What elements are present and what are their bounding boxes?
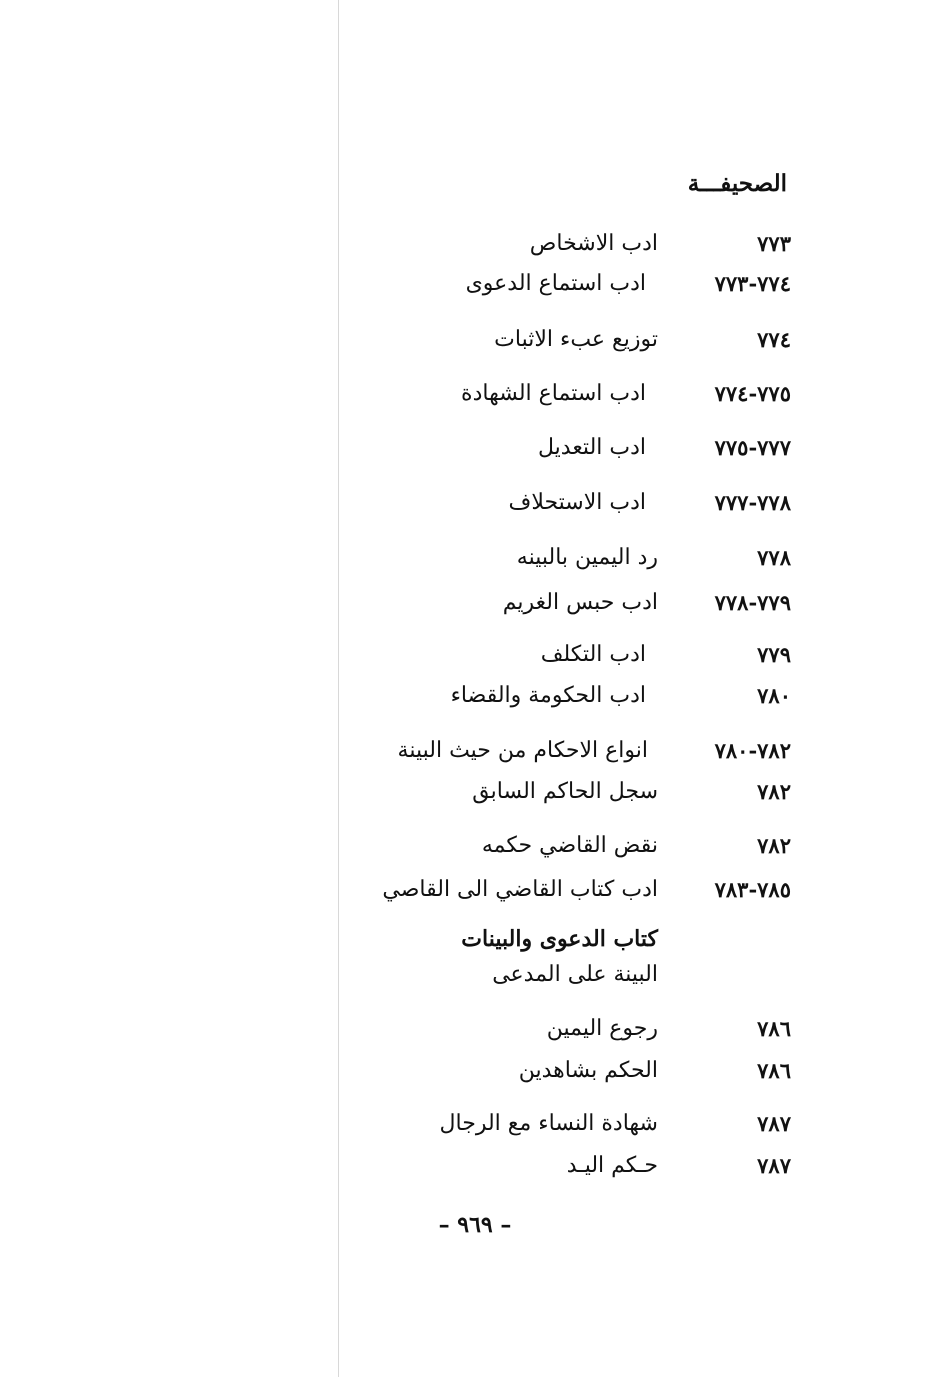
toc-page-number: ٧٨٦ <box>757 1058 791 1083</box>
toc-entry <box>0 735 928 767</box>
toc-page-number: ٧٨٠ <box>757 683 791 708</box>
toc-entry <box>0 542 928 574</box>
toc-entry <box>0 432 928 464</box>
section-heading: كتاب الدعوى والبينات <box>461 926 658 952</box>
toc-entry-title: ادب الحكومة والقضاء <box>450 683 646 708</box>
toc-entry-title: ادب استماع الدعوى <box>465 271 646 296</box>
toc-page-number: ٧٨٢-٧٨٠ <box>714 738 791 763</box>
toc-page-number: ٧٨٧ <box>757 1111 791 1136</box>
toc-entry <box>0 639 928 671</box>
toc-entry-title: سجل الحاكم السابق <box>472 779 658 804</box>
toc-entry-title: حـكم اليـد <box>566 1153 658 1178</box>
toc-entry-title: نقض القاضي حكمه <box>481 833 658 858</box>
toc-page-number: ٧٧٩-٧٧٨ <box>714 590 791 615</box>
toc-entry-title: الحكم بشاهدين <box>518 1058 658 1083</box>
toc-entry-title: ادب التعديل <box>537 435 646 460</box>
toc-page-number: ٧٧٨ <box>757 545 791 570</box>
toc-entry <box>0 228 928 260</box>
toc-entry <box>0 268 928 300</box>
toc-entry <box>0 1150 928 1182</box>
toc-entry <box>0 324 928 356</box>
toc-entry-title: ادب الاستحلاف <box>508 490 646 515</box>
toc-entry-title: انواع الاحكام من حيث البينة <box>397 738 648 763</box>
toc-entry-title: رجوع اليمين <box>546 1016 658 1041</box>
toc-page-number: ٧٧٥-٧٧٤ <box>714 381 791 406</box>
toc-entry-title: رد اليمين بالبينه <box>516 545 658 570</box>
toc-page-number: ٧٨٢ <box>757 833 791 858</box>
toc-entry <box>0 874 928 906</box>
toc-entry <box>0 680 928 712</box>
toc-page-number: ٧٨٥-٧٨٣ <box>714 877 791 902</box>
toc-entry-title: شهادة النساء مع الرجال <box>439 1111 658 1136</box>
toc-entry <box>0 776 928 808</box>
toc-page-number: ٧٨٧ <box>757 1153 791 1178</box>
toc-entry <box>0 1108 928 1140</box>
toc-entry-title: توزيع عبء الاثبات <box>494 327 658 352</box>
toc-page-number: ٧٧٣ <box>757 231 791 256</box>
toc-page-number: ٧٨٢ <box>757 779 791 804</box>
toc-entry-title: ادب التكلف <box>540 642 646 667</box>
toc-page-number: ٧٧٤-٧٧٣ <box>714 271 791 296</box>
section-subheading: البينة على المدعى <box>492 962 658 987</box>
toc-entry-title: ادب كتاب القاضي الى القاصي <box>382 877 658 902</box>
toc-entry <box>0 587 928 619</box>
toc-entry <box>0 487 928 519</box>
toc-entry <box>0 1013 928 1045</box>
toc-entry <box>0 378 928 410</box>
toc-page-number: ٧٧٧-٧٧٥ <box>714 435 791 460</box>
column-header: الصحيفـــة <box>687 170 787 197</box>
toc-entry-title: ادب استماع الشهادة <box>461 381 646 406</box>
toc-entry-title: ادب الاشخاص <box>529 231 658 256</box>
toc-page-number: ٧٨٦ <box>757 1016 791 1041</box>
page-number: – ٩٦٩ – <box>438 1212 512 1238</box>
toc-page-number: ٧٧٤ <box>757 327 791 352</box>
toc-entry <box>0 830 928 862</box>
toc-page-number: ٧٧٨-٧٧٧ <box>714 490 791 515</box>
toc-page-number: ٧٧٩ <box>757 642 791 667</box>
toc-entry-title: ادب حبس الغريم <box>502 590 658 615</box>
toc-entry <box>0 1055 928 1087</box>
